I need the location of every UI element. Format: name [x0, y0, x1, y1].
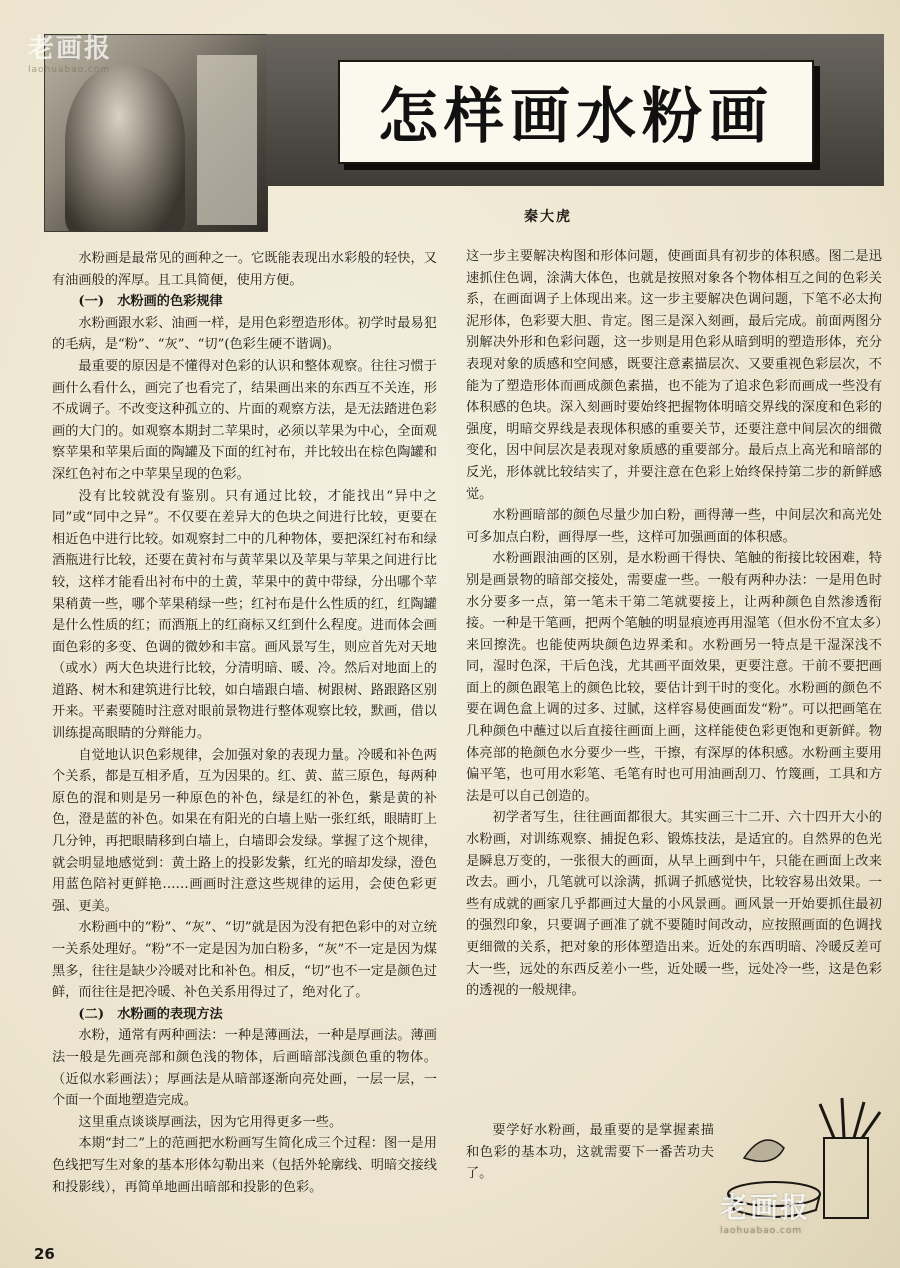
paragraph: 水粉画暗部的颜色尽量少加白粉，画得薄一些，中间层次和高光处可多加点白粉，画得厚一些，这样可加强画面的体积感。 [466, 508, 882, 545]
paragraph: 没有比较就没有鉴别。只有通过比较，才能找出“异中之同”或“同中之异”。不仅要在差异大的色块之间进行比较，更要在相近色中进行比较。如观察封二中的几种物体，要把深红衬布和绿酒瓶进行比较，还要在黄衬布与黄苹果以及苹果与苹果之间进行比较，这样才能看出衬布中的土黄，苹果中的黄中带绿，分出哪个苹果稍黄一些，哪个苹果稍绿一些；红衬布是什么性质的红，红陶罐是什么性质的红；而酒瓶上的红商标又红到什么程度。进而体会画面色彩的多变、色调的微妙和丰富。画风景写生，则应首先对天地（或水）两大色块进行比较，分清明暗、暖、冷。然后对地面上的道路、树木和建筑进行比较，如白墙跟白墙、树跟树、路跟路区别开来。平素要随时注意对眼前景物进行整体观察比较，默画，借以训练提高眼睛的分辩能力。 [52, 488, 437, 742]
paragraph: 水粉画是最常见的画种之一。它既能表现出水彩般的轻快，又有油画般的浑厚。且工具简便，使用方便。 [52, 251, 437, 288]
author-name: 秦大虎 [524, 209, 572, 225]
page-number: 26 [34, 1245, 55, 1263]
paragraph: 自觉地认识色彩规律，会加强对象的表现力量。冷暖和补色两个关系，都是互相矛盾，互为因果的。红、黄、蓝三原色，每两种原色的混和则是另一种原色的补色，绿是红的补色，紫是黄的补色，澄是蓝的补色。如果在有阳光的白墙上贴一张红纸，眼睛盯上几分钟，再把眼睛移到白墙上，白墙即会发绿。掌握了这个规律，就会明显地感觉到：黄土路上的投影发紫，红光的暗却发绿，澄色用蓝色陪衬更鲜艳……画画时注意这些规律的运用，会使色彩更强、更美。 [52, 747, 437, 914]
paragraph: 这一步主要解决构图和形体问题，使画面具有初步的体积感。图二是迅速抓住色调，涂满大体色，也就是按照对象各个物体相互之间的色彩关系，在画面调子上体现出来。这一步主要解决色调问题，下笔不必太拘泥形体，色彩要大胆、肯定。图三是深入刻画，最后完成。前面两图分别解决外形和色彩问题，这一步则是用色彩从暗到明的塑造形体，充分表现对象的质感和空间感，既要注意素描层次、又要重视色彩层次，不能为了塑造形体而画成颜色素描，也不能为了追求色彩而画成一些没有体积感的色块。深入刻画时要始终把握物体明暗交界线的深度和色彩的强度，明暗交界线是表现体积感的重要关节，还要注意中间层次的细微变化，因中间层次是表现对象质感的重要部分。最后点上高光和暗部的反光，形体就比较结实了，并要注意在色彩上始终保持第二步的新鲜感觉。 [466, 249, 882, 502]
paragraph: 最重要的原因是不懂得对色彩的认识和整体观察。往往习惯于画什么看什么，画完了也看完了，结果画出来的东西互不关连，形不成调子。不改变这种孤立的、片面的观察方法，是无法踏进色彩画的大门的。如观察本期封二苹果时，必须以苹果为中心，全面观察苹果和苹果后面的陶罐及下面的红衬布，并比较出在棕色陶罐和深红色衬布之中苹果呈现的色彩。 [52, 358, 437, 482]
closing-paragraph-block [466, 1120, 714, 1185]
page-title: 怎样画水粉画 [378, 82, 774, 152]
watermark-logo-top: 老画报 laohuabao.com [28, 34, 113, 75]
paragraph: 初学者写生，往往画面都很大。其实画三十二开、六十四开大小的水粉画，对训练观察、捕捉色彩、锻炼技法，是适宜的。自然界的色光是瞬息万变的，一张很大的画面，从早上画到中午，只能在画面上改来改去。画小，几笔就可以涂满，抓调子抓感觉快，比较容易出效果。一些有成就的画家几乎都画过大量的小风景画。画风景一开始要抓住最初的强烈印象，只要调子画准了就不要随时间改动，应按照画面的色调找更细微的关系，把对象的形体塑造出来。近处的东西明暗、冷暖反差可大一些，远处的东西反差小一些，近处暖一些，远处冷一些，这是色彩的透视的一般规律。 [466, 810, 882, 999]
title-box [338, 60, 814, 164]
easel-panel [197, 55, 257, 225]
watermark-logo-bottom: 老画报 laohuabao.com [720, 1191, 811, 1236]
paragraph: 水粉画跟水彩、油画一样，是用色彩塑造形体。初学时最易犯的毛病，是“粉”、“灰”、“切”(色彩生硬不谐调)。 [52, 315, 437, 353]
paragraph: 这里重点谈谈厚画法，因为它用得更多一些。 [78, 1114, 343, 1130]
painter-figure [65, 65, 185, 232]
paragraph: 本期“封二”上的范画把水粉画写生简化成三个过程：图一是用色线把写生对象的基本形体勾勒出来（包括外轮廓线、明暗交接线和投影线），再简单地画出暗部和投影的色彩。 [52, 1136, 437, 1195]
right-column [466, 246, 882, 1002]
paragraph: 水粉，通常有两种画法：一种是薄画法，一种是厚画法。薄画法一般是先画亮部和颜色浅的物体，后画暗部浅颜色重的物体。（近似水彩画法）；厚画法是从暗部逐渐向亮处画，一层一层，一个面一个面地塑造完成。 [52, 1028, 437, 1109]
paragraph: 水粉画中的“粉”、“灰”、“切”就是因为没有把色彩中的对立统一关系处理好。“粉”不一定是因为加白粉多，“灰”不一定是因为煤黑多，往往是缺少冷暖对比和补色。相反，“切”也不一定是颜色过鲜，而往往是把冷暖、补色关系用得过了，绝对化了。 [52, 920, 437, 1001]
section-heading: (二) 水粉画的表现方法 [78, 1006, 223, 1022]
paragraph: 水粉画跟油画的区别，是水粉画干得快、笔触的衔接比较困难，特别是画景物的暗部交接处，需要虚一些。一般有两种办法：一是用色时水分要多一点，第一笔未干第二笔就要接上，让两种颜色自然渗透衔接。一种是干笔画，把两个笔触的明显痕迹再用湿笔（但水份不宜太多）来回擦洗。也能使两块颜色边界柔和。水粉画另一特点是干湿深浅不同，湿时色深，干后色浅，尤其画平面效果，更要注意。干前不要把画面上的颜色跟笔上的颜色比较，要估计到干时的变化。水粉画的颜色不要在调色盒上调的过多、过腻，这样容易使画面发“粉”。可以把画笔在几种颜色中蘸过以后直接往画面上画，这样能使色彩更饱和更新鲜。物体亮部的艳颜色水分要少一些，干擦，有深厚的体积感。水粉画主要用偏平笔，也可用水彩笔、毛笔有时也可用油画刮刀、竹篾画，工具和方法是可以自己创造的。 [466, 551, 882, 804]
left-column [52, 248, 437, 1198]
closing-paragraph: 要学好水粉画，最重要的是掌握素描和色彩的基本功，这就需要下一番苦功夫了。 [466, 1123, 714, 1182]
section-heading: (一) 水粉画的色彩规律 [78, 294, 223, 310]
